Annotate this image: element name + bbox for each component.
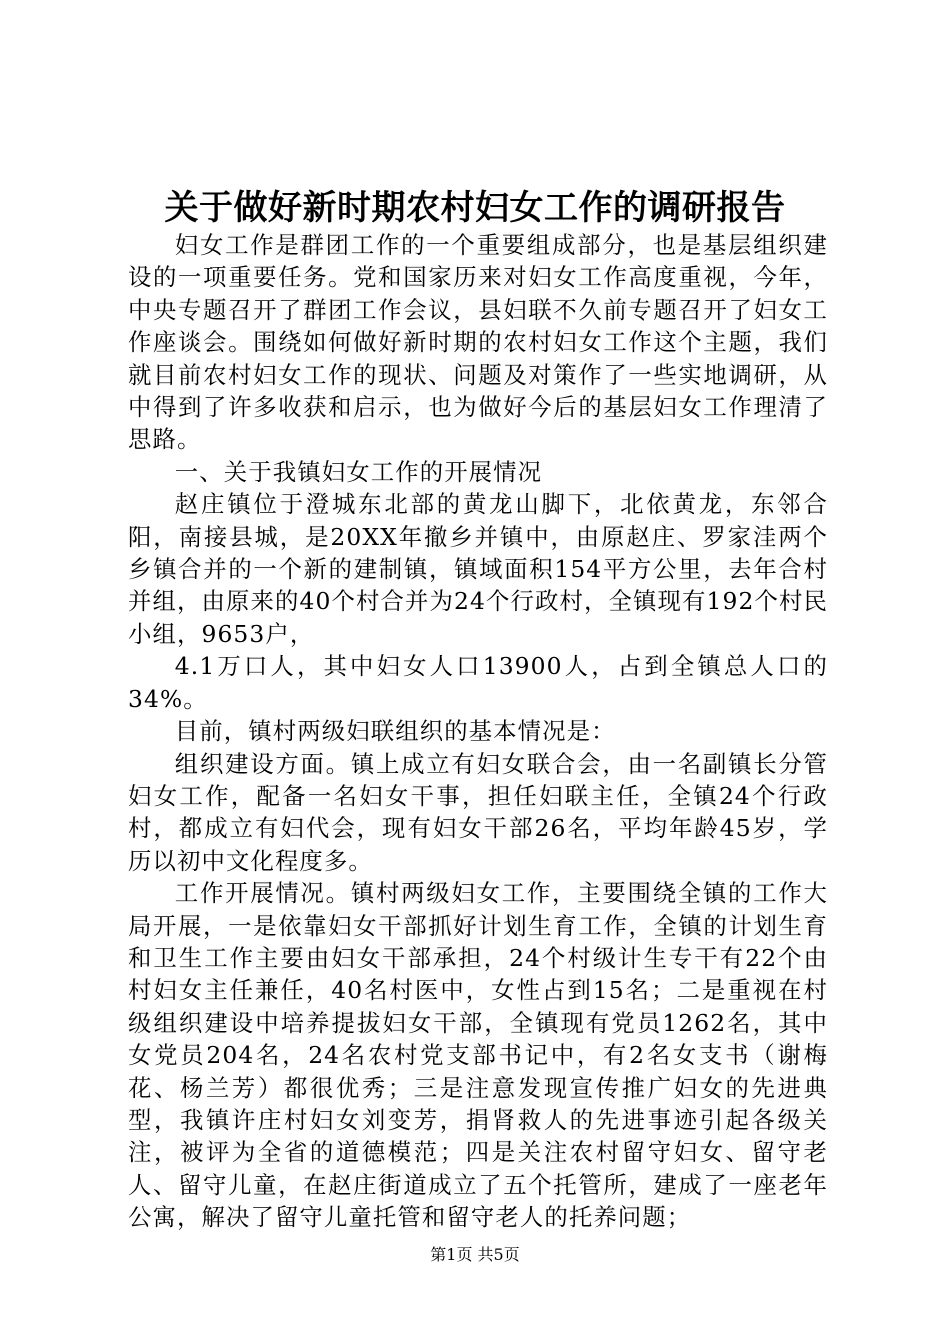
section-heading-1: 一、关于我镇妇女工作的开展情况 (174, 457, 543, 486)
paragraph-town-overview: 赵庄镇位于澄城东北部的黄龙山脚下，北依黄龙，东邻合阳，南接县城，是20XX年撤乡并镇中，由原赵庄、罗家洼两个乡镇合并的一个新的建制镇，镇域面积154平方公里，去年合村并组，由原来的40个村合并为24个行政村，全镇现有192个村民小组，9653户， (128, 490, 828, 648)
document-body (128, 229, 828, 1234)
paragraph-current-status: 目前，镇村两级妇联组织的基本情况是： (174, 717, 616, 746)
page-footer: 第1页 共5页 (430, 1245, 520, 1264)
document-title: 关于做好新时期农村妇女工作的调研报告 (164, 188, 786, 228)
paragraph-intro: 妇女工作是群团工作的一个重要组成部分，也是基层组织建设的一项重要任务。党和国家历来对妇女工作高度重视，今年，中央专题召开了群团工作会议，县妇联不久前专题召开了妇女工作座谈会。围绕如何做好新时期的农村妇女工作这个主题，我们就目前农村妇女工作的现状、问题及对策作了一些实地调研，从中得到了许多收获和启示，也为做好今后的基层妇女工作理清了思路。 (128, 231, 828, 454)
paragraph-work-progress: 工作开展情况。镇村两级妇女工作，主要围绕全镇的工作大局开展，一是依靠妇女干部抓好计划生育工作，全镇的计划生育和卫生工作主要由妇女干部承担，24个村级计生专干有22个由村妇女主任兼任，40名村医中，女性占到15名；二是重视在村级组织建设中培养提拔妇女干部，全镇现有党员1262名，其中女党员204名，24名农村党支部书记中，有2名女支书（谢梅花、杨兰芳）都很优秀；三是注意发现宣传推广妇女的先进典型，我镇许庄村妇女刘变芳，捐肾救人的先进事迹引起各级关注，被评为全省的道德模范；四是关注农村留守妇女、留守老人、留守儿童，在赵庄街道成立了五个托管所，建成了一座老年公寓，解决了留守儿童托管和留守老人的托养问题； (128, 879, 828, 1232)
paragraph-population: 4.1万口人，其中妇女人口13900人，占到全镇总人口的34%。 (128, 652, 828, 713)
paragraph-organization: 组织建设方面。镇上成立有妇女联合会，由一名副镇长分管妇女工作，配备一名妇女干事，担任妇联主任，全镇24个行政村，都成立有妇代会，现有妇女干部26名，平均年龄45岁，学历以初中文化程度多。 (128, 749, 828, 875)
